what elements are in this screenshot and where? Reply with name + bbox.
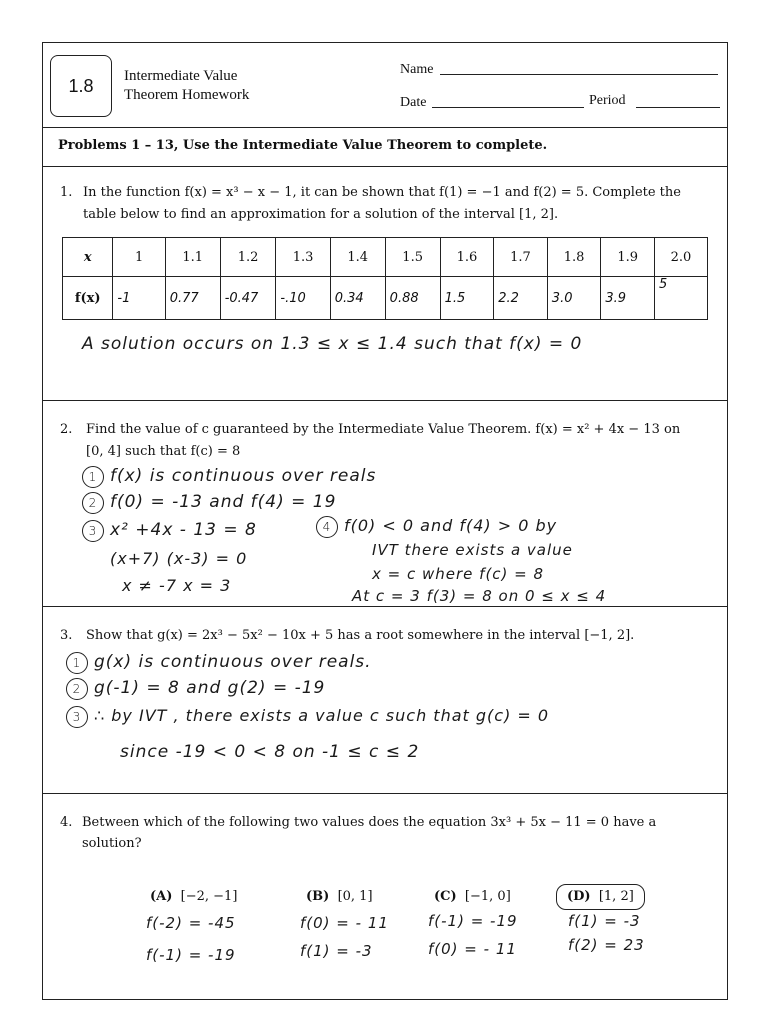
choice-b[interactable]: (B) [0, 1] [306, 889, 373, 904]
period-field[interactable] [636, 107, 720, 108]
p4-number: 4. [60, 815, 73, 830]
fx-cell[interactable]: 1.5 [440, 277, 494, 320]
p2-step-4d: At c = 3 f(3) = 8 on 0 ≤ x ≤ 4 [352, 587, 607, 605]
fx-cell[interactable]: 0.77 [165, 277, 220, 320]
date-label: Date [400, 95, 427, 110]
x-cell: 1.1 [165, 238, 220, 277]
fx-cell[interactable]: 0.88 [385, 277, 440, 320]
choice-a-work-1: f(-2) = -45 [146, 914, 236, 932]
choice-b-work-1: f(0) = - 11 [300, 914, 389, 932]
p3-step-3: 3 ∴ by IVT , there exists a value c such that g(c) = 0 [66, 706, 549, 728]
choice-a-work-2: f(-1) = -19 [146, 946, 236, 964]
date-field[interactable] [432, 107, 584, 108]
p2-step-3c: x ≠ -7 x = 3 [122, 576, 232, 595]
choice-c[interactable]: (C) [−1, 0] [434, 889, 511, 904]
fx-cell[interactable]: -1 [113, 277, 165, 320]
p1-text-line-2: table below to find an approximation for a solution of the interval [1, 2]. [83, 207, 559, 222]
fx-cell[interactable]: 0.34 [330, 277, 385, 320]
x-cell: 1.8 [547, 238, 601, 277]
p2-step-3: 3 x² +4x - 13 = 8 [82, 520, 257, 542]
table-row [63, 277, 708, 320]
choice-d-selected[interactable]: (D) [1, 2] [556, 884, 645, 910]
step-number-circle: 1 [66, 652, 88, 674]
step-number-circle: 3 [66, 706, 88, 728]
fx-cell[interactable]: 2.2 [494, 277, 548, 320]
x-cell: 1.7 [494, 238, 548, 277]
fx-header: f(x) [63, 277, 113, 320]
p2-step-4: 4 f(0) < 0 and f(4) > 0 by [316, 516, 557, 538]
step-number-circle: 2 [82, 492, 104, 514]
choice-c-work-2: f(0) = - 11 [428, 940, 517, 958]
x-cell: 1.4 [330, 238, 385, 277]
divider [42, 127, 728, 128]
x-cell: 1 [113, 238, 165, 277]
choice-d-work-2: f(2) = 23 [568, 936, 645, 954]
fx-cell[interactable]: -0.47 [220, 277, 276, 320]
choice-b-work-2: f(1) = -3 [300, 942, 373, 960]
p2-step-3b: (x+7) (x-3) = 0 [110, 549, 248, 568]
p3-text: Show that g(x) = 2x³ − 5x² − 10x + 5 has a root somewhere in the interval [−1, 2]. [86, 628, 635, 643]
step-number-circle: 4 [316, 516, 338, 538]
name-field[interactable] [440, 74, 718, 75]
step-number-circle: 3 [82, 520, 104, 542]
p3-number: 3. [60, 628, 73, 643]
p2-step-2: 2 f(0) = -13 and f(4) = 19 [82, 492, 336, 514]
fx-cell[interactable]: 5 [654, 277, 707, 320]
p3-step-1: 1 g(x) is continuous over reals. [66, 652, 372, 674]
p4-text-line-2: solution? [82, 836, 142, 851]
choice-c-work-1: f(-1) = -19 [428, 912, 518, 930]
divider [42, 793, 728, 794]
x-cell: 1.6 [440, 238, 494, 277]
step-number-circle: 2 [66, 678, 88, 700]
x-header: x [63, 238, 113, 277]
p3-step-2: 2 g(-1) = 8 and g(2) = -19 [66, 678, 325, 700]
divider [42, 606, 728, 607]
p2-text-line-2: [0, 4] such that f(c) = 8 [86, 444, 241, 459]
name-label: Name [400, 62, 434, 77]
p1-answer: A solution occurs on 1.3 ≤ x ≤ 1.4 such that f(x) = 0 [82, 334, 583, 354]
instructions: Problems 1 – 13, Use the Intermediate Value Theorem to complete. [58, 138, 548, 153]
period-label: Period [589, 93, 626, 108]
section-number: 1.8 [50, 55, 112, 117]
p2-step-1: 1 f(x) is continuous over reals [82, 466, 376, 488]
x-cell: 2.0 [654, 238, 707, 277]
step-number-circle: 1 [82, 466, 104, 488]
x-cell: 1.5 [385, 238, 440, 277]
divider [42, 166, 728, 167]
title-line-1: Intermediate Value [124, 68, 238, 84]
choice-a[interactable]: (A) [−2, −1] [150, 889, 238, 904]
table-row [63, 238, 708, 277]
p1-number: 1. [60, 185, 73, 200]
fx-cell[interactable]: 3.9 [601, 277, 655, 320]
p3-step-3b: since -19 < 0 < 8 on -1 ≤ c ≤ 2 [120, 742, 420, 762]
p2-text-line-1: Find the value of c guaranteed by the Intermediate Value Theorem. f(x) = x² + 4x − 13 on [86, 422, 681, 437]
x-cell: 1.3 [276, 238, 330, 277]
fx-cell[interactable]: -.10 [276, 277, 330, 320]
title-line-2: Theorem Homework [124, 87, 250, 103]
x-cell: 1.9 [601, 238, 655, 277]
divider [42, 400, 728, 401]
choice-d-work-1: f(1) = -3 [568, 912, 641, 930]
x-cell: 1.2 [220, 238, 276, 277]
fx-cell[interactable]: 3.0 [547, 277, 601, 320]
p2-number: 2. [60, 422, 73, 437]
p1-table [62, 237, 708, 320]
p1-text-line-1: In the function f(x) = x³ − x − 1, it can be shown that f(1) = −1 and f(2) = 5. Complete the [83, 185, 681, 200]
p2-step-4c: x = c where f(c) = 8 [372, 565, 545, 583]
p2-step-4b: IVT there exists a value [372, 541, 573, 559]
p4-text-line-1: Between which of the following two values does the equation 3x³ + 5x − 11 = 0 have a [82, 815, 657, 830]
